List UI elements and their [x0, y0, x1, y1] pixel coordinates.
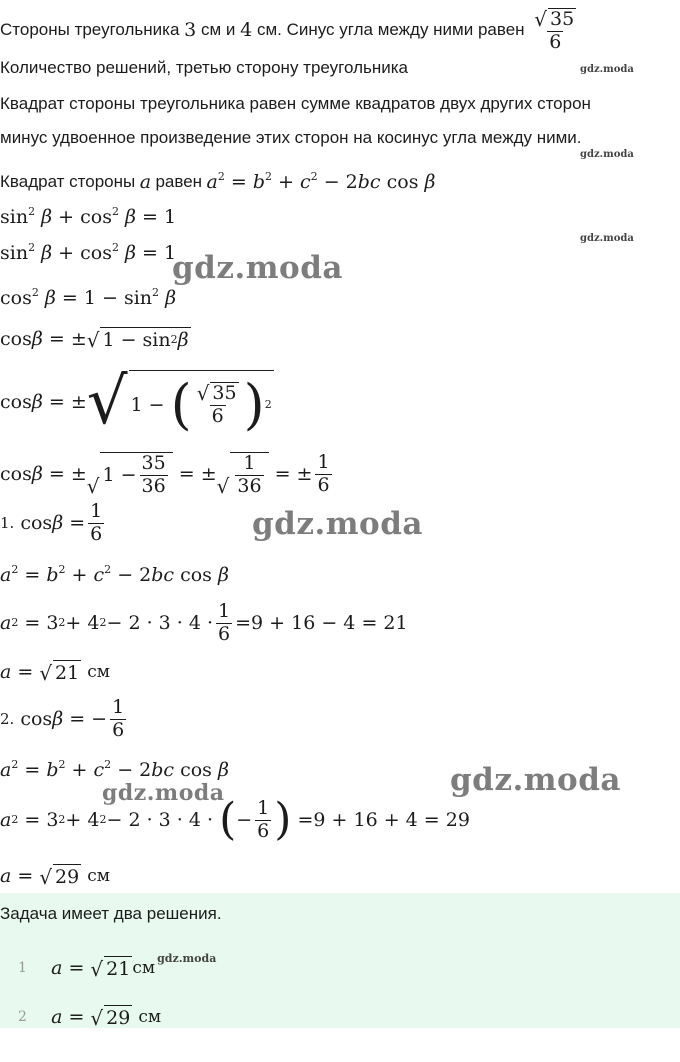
problem-text: Стороны треугольника [0, 20, 180, 40]
side-b-value: 4 [240, 19, 253, 42]
fraction-denominator: 6 [112, 718, 125, 741]
cos-substitution-line: cos β = ± √ 1 − ( √ 35 6 ) 2 [0, 365, 272, 439]
unit-label: см [200, 20, 222, 40]
theory-line-1: Квадрат стороны треугольника равен сумме квадратов двух других сторон [0, 94, 591, 113]
case-1-calculation: a 2 = 3 2 + 4 2 − 2 · 3 · 4 · $\frac{1}{6}$ = 9 + 16 − 4 = 21 [0, 600, 408, 645]
law-variable: a [139, 171, 152, 193]
watermark: gdz.moda [580, 149, 634, 160]
sine-denominator: 6 [211, 405, 224, 427]
problem-text-rest: см. Синус угла между ними равен [256, 20, 525, 40]
case-1-header: 1. cos β = $\frac{1}{6}$ [0, 500, 103, 545]
answer-root-value: 21 [106, 958, 131, 980]
answer-box [0, 893, 680, 1031]
answer-item-1: 1 a = √ 21 см gdz.moda [18, 951, 217, 982]
watermark-large: gdz.moda [172, 250, 343, 286]
root-value: 21 [55, 662, 80, 684]
sine-numerator: 35 [212, 382, 237, 405]
answer-item-2: 2 a = √ 29 см [18, 1006, 162, 1031]
answer-title: Задача имеет два решения. [0, 904, 222, 923]
watermark-large: gdz.moda [252, 506, 423, 542]
watermark: gdz.moda [157, 951, 217, 965]
law-of-cosines: Квадрат стороны a равен $a^2 = b^2 + c^2 - 2bc$ cos β [0, 170, 436, 193]
case-label: 1. [0, 514, 15, 533]
case-1-answer: a = √ 21 см [0, 661, 111, 686]
fraction-numerator: 35 [141, 452, 166, 474]
problem-question: Количество решений, третью сторону треугольника [0, 58, 408, 77]
fraction-numerator: 1 [112, 696, 125, 718]
fraction-denominator: 6 [317, 473, 330, 496]
fraction-denominator: 6 [218, 622, 231, 645]
watermark: gdz.moda [580, 64, 634, 75]
fraction-numerator: 1 [243, 452, 256, 474]
case-2-result: 9 + 16 + 4 = 29 [313, 809, 470, 831]
case-1-formula: $a^2 = b^2 + c^2 - 2bc$ cos β [0, 563, 229, 586]
case-2-formula: $a^2 = b^2 + c^2 - 2bc$ cos β [0, 758, 229, 781]
fraction-numerator: 1 [257, 796, 270, 819]
law-mid: равен [155, 172, 203, 191]
law-prefix: Квадрат стороны [0, 172, 136, 191]
case-2-header: 2. cos β = − $\frac{1}{6}$ [0, 696, 125, 741]
answer-item-number: 2 [18, 1009, 27, 1025]
cos-root-line: cos β = ± √ 1 − sin 2 β [0, 328, 189, 353]
unit-label: см [138, 1007, 162, 1027]
theory-line-2: минус удвоенное произведение этих сторон на косинус угла между ними. [0, 128, 582, 147]
fraction-numerator: 1 [218, 600, 231, 622]
fraction-numerator: 1 [317, 451, 330, 473]
case-2-calculation: a 2 = 3 2 + 4 2 − 2 · 3 · 4 · ( − $\frac{1}{6}$ ) = 9 + 16 + 4 = 29 [0, 794, 470, 845]
cos-squared-line: $\cos^2 \beta = 1 - \sin^2 \beta$ [0, 286, 177, 309]
fraction-numerator: 1 [90, 500, 103, 522]
sine-fraction: √ 35 6 [534, 6, 575, 53]
root-value: 29 [55, 866, 80, 888]
unit-label: см [132, 958, 156, 978]
unit-label: см [87, 866, 111, 886]
cos-result-line: cos β = ± √ 1 − $\frac{35}{36}$ = ± √ $\frac{1}{36}$ = ± $\frac{1}{6}$ [0, 451, 330, 498]
identity-line: $\sin^2 \beta + \cos^2 \beta = 1$ [0, 241, 177, 264]
fraction-denominator: 36 [141, 474, 166, 497]
case-1-result: 9 + 16 − 4 = 21 [251, 612, 408, 635]
problem-statement [0, 8, 581, 53]
identity-line: $\sin^2 \beta + \cos^2 \beta = 1$ [0, 205, 177, 228]
unit-label: см [87, 662, 111, 682]
side-a-value: 3 [184, 19, 197, 42]
answer-item-number: 1 [18, 960, 27, 976]
watermark-large: gdz.moda [102, 780, 225, 806]
sine-denominator: 6 [549, 30, 562, 53]
answer-root-value: 29 [106, 1007, 131, 1029]
conjunction: и [225, 20, 236, 40]
fraction-denominator: 6 [257, 819, 270, 842]
case-2-answer: a = √ 29 см [0, 865, 111, 890]
sine-numerator: 35 [550, 8, 575, 30]
watermark-large: gdz.moda [450, 762, 621, 798]
fraction-denominator: 6 [90, 522, 103, 545]
fraction-denominator: 36 [237, 474, 262, 497]
case-label: 2. [0, 710, 15, 729]
watermark: gdz.moda [580, 233, 634, 244]
